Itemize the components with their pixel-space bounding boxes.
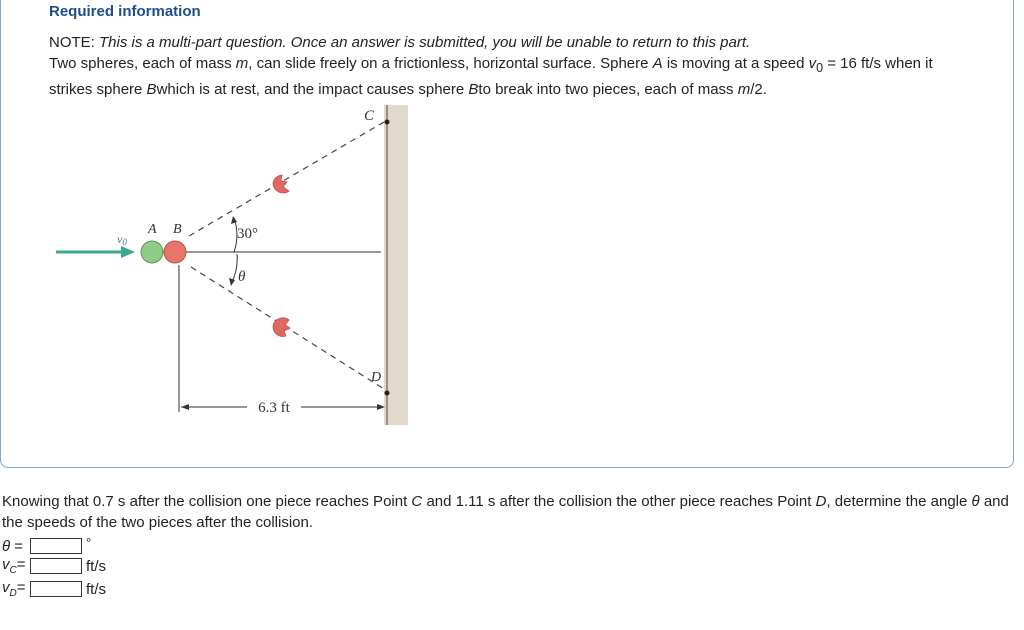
problem-var-B2: B [468,81,479,98]
vD-answer-label: $v_D=$ [2,579,26,599]
angle-30-label: 30° [237,226,258,242]
problem-text-2: , can slide freely on a frictionless, horizontal surface. Sphere [248,55,649,72]
label-v0: v0 [117,232,127,247]
vD-unit: ft/s [86,580,107,598]
velocity-arrow-head [121,246,135,258]
problem-text-3: is moving at a speed [666,55,805,72]
question-text-2: and 1.11 s after the collision the other piece reaches Point [426,493,812,510]
problem-var-B: B [146,81,157,98]
question-theta: θ [971,493,980,510]
sphere-B [164,241,186,263]
theta-label: θ [238,269,246,285]
question-text [2,491,1017,533]
label-C: C [364,108,375,124]
angle-theta-arrow [229,278,235,286]
collision-diagram [51,100,421,430]
problem-text-1: Two spheres, each of mass [49,55,232,72]
dimension-arrow-left [181,404,189,410]
problem-text-4: = 16 ft/s when it strikes sphere [49,55,933,98]
note-text: This is a multi-part question. Once an answer is submitted, you will be unable to return to this part. [99,34,751,51]
vC-answer-label: $v_C=$ [2,556,26,576]
problem-var-A: A [652,55,663,72]
vD-answer-row [2,579,106,599]
theta-input[interactable] [30,538,82,554]
vC-answer-row [2,556,106,576]
angle-30-arrow [231,216,237,224]
sphere-A [141,241,163,263]
vD-input[interactable] [30,581,82,597]
question-text-3: , determine the angle [826,493,968,510]
problem-text-6: to break into two pieces, each of mass [478,81,734,98]
question-point-C: C [411,493,423,510]
theta-answer-row [2,536,91,556]
degree-unit: ° [86,534,92,550]
problem-var-v0-sub: 0 [816,61,824,75]
problem-statement [49,32,979,100]
distance-label: 6.3 ft [258,400,290,416]
fragment-upper [273,175,289,193]
label-B: B [173,222,182,237]
question-point-D: D [815,493,827,510]
problem-var-m: m [235,55,249,72]
path-to-C [189,122,384,236]
label-D: D [371,370,382,385]
problem-var-m2: m [737,81,751,98]
problem-text-7: /2. [750,81,767,98]
vC-unit: ft/s [86,557,107,575]
dimension-arrow-right [377,404,385,410]
point-D [385,391,390,396]
fragment-lower [273,318,290,337]
question-text-4: and the speeds of the two pieces after the collision. [2,493,1009,531]
label-A: A [148,222,157,237]
required-information-title: Required information [49,3,201,20]
theta-answer-label: θ = [2,537,24,555]
vC-input[interactable] [30,558,82,574]
point-C [385,120,390,125]
problem-text-5: which is at rest, and the impact causes sphere [156,81,465,98]
question-text-1: Knowing that 0.7 s after the collision one piece reaches Point [2,493,408,510]
problem-var-v0: v [808,55,817,72]
note-label: NOTE: [49,34,95,51]
